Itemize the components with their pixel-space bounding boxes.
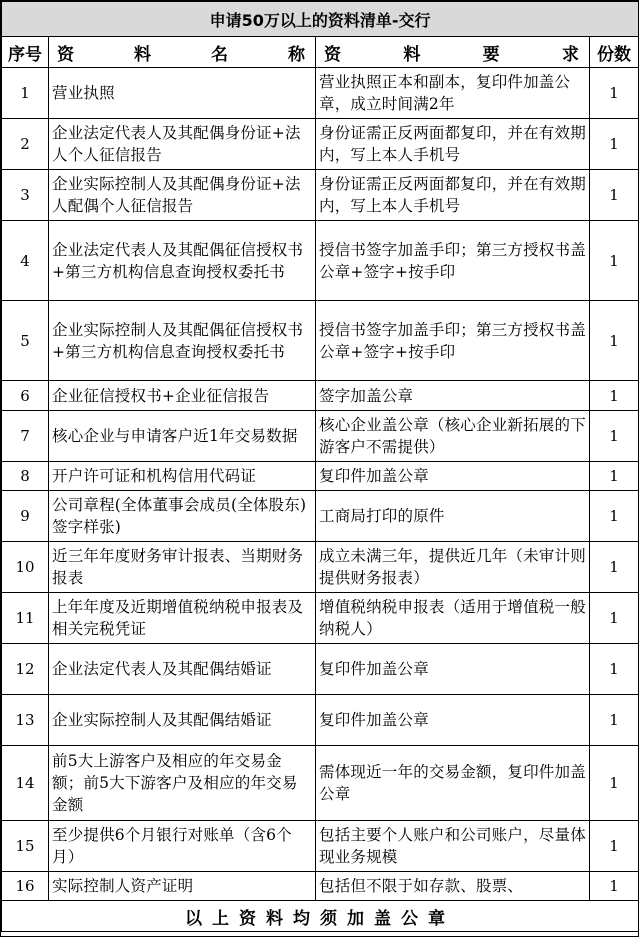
table-row [2, 821, 639, 872]
row-requirement: 包括主要个人账户和公司账户，尽量体现业务规模 [316, 821, 590, 872]
row-number: 8 [2, 462, 49, 491]
row-number: 6 [2, 381, 49, 411]
row-copies: 1 [590, 221, 639, 301]
row-requirement: 营业执照正本和副本，复印件加盖公章，成立时间满2年 [316, 68, 590, 119]
row-copies: 1 [590, 593, 639, 644]
row-copies: 1 [590, 170, 639, 221]
row-requirement: 复印件加盖公章 [316, 644, 590, 695]
row-item-name: 企业法定代表人及其配偶征信授权书+第三方机构信息查询授权委托书 [49, 221, 316, 301]
footer-row [2, 901, 639, 932]
row-number: 14 [2, 746, 49, 821]
row-requirement: 授信书签字加盖手印；第三方授权书盖公章+签字+按手印 [316, 301, 590, 381]
row-requirement: 签字加盖公章 [316, 381, 590, 411]
row-requirement: 复印件加盖公章 [316, 462, 590, 491]
row-number: 3 [2, 170, 49, 221]
row-item-name: 开户许可证和机构信用代码证 [49, 462, 316, 491]
row-number: 9 [2, 491, 49, 542]
row-item-name: 企业实际控制人及其配偶结婚证 [49, 695, 316, 746]
table-row [2, 462, 639, 491]
row-copies: 1 [590, 821, 639, 872]
header-no: 序号 [2, 37, 49, 68]
row-requirement: 需体现近一年的交易金额，复印件加盖公章 [316, 746, 590, 821]
row-number: 7 [2, 411, 49, 462]
row-copies: 1 [590, 695, 639, 746]
row-copies: 1 [590, 301, 639, 381]
table-row [2, 301, 639, 381]
header-requirement: 资 料 要 求 [316, 37, 590, 68]
row-requirement: 成立未满三年，提供近几年（未审计则提供财务报表） [316, 542, 590, 593]
table-row [2, 119, 639, 170]
row-copies: 1 [590, 644, 639, 695]
row-requirement: 复印件加盖公章 [316, 695, 590, 746]
table-row [2, 872, 639, 901]
row-item-name: 至少提供6个月银行对账单（含6个月） [49, 821, 316, 872]
table-row [2, 411, 639, 462]
header-copies: 份数 [590, 37, 639, 68]
table-row [2, 491, 639, 542]
row-item-name: 近三年年度财务审计报表、当期财务报表 [49, 542, 316, 593]
document-title: 申请50万以上的资料清单-交行 [2, 2, 639, 37]
table-row [2, 593, 639, 644]
row-copies: 1 [590, 491, 639, 542]
row-copies: 1 [590, 68, 639, 119]
row-requirement: 增值税纳税申报表（适用于增值税一般纳税人） [316, 593, 590, 644]
row-number: 12 [2, 644, 49, 695]
row-copies: 1 [590, 746, 639, 821]
row-item-name: 公司章程(全体董事会成员(全体股东)签字样张) [49, 491, 316, 542]
table-row [2, 542, 639, 593]
row-item-name: 前5大上游客户及相应的年交易金额；前5大下游客户及相应的年交易金额 [49, 746, 316, 821]
table-row [2, 68, 639, 119]
row-item-name: 企业法定代表人及其配偶结婚证 [49, 644, 316, 695]
table-row [2, 170, 639, 221]
row-copies: 1 [590, 872, 639, 901]
row-requirement: 包括但不限于如存款、股票、 [316, 872, 590, 901]
row-item-name: 企业征信授权书+企业征信报告 [49, 381, 316, 411]
row-copies: 1 [590, 542, 639, 593]
row-item-name: 营业执照 [49, 68, 316, 119]
row-requirement: 工商局打印的原件 [316, 491, 590, 542]
row-item-name: 企业实际控制人及其配偶征信授权书+第三方机构信息查询授权委托书 [49, 301, 316, 381]
row-copies: 1 [590, 119, 639, 170]
row-item-name: 核心企业与申请客户近1年交易数据 [49, 411, 316, 462]
table-row [2, 695, 639, 746]
row-item-name: 企业法定代表人及其配偶身份证+法人个人征信报告 [49, 119, 316, 170]
row-copies: 1 [590, 462, 639, 491]
row-number: 5 [2, 301, 49, 381]
row-copies: 1 [590, 381, 639, 411]
row-requirement: 身份证需正反两面都复印，并在有效期内，写上本人手机号 [316, 119, 590, 170]
row-number: 4 [2, 221, 49, 301]
row-number: 10 [2, 542, 49, 593]
table-row [2, 381, 639, 411]
table-row [2, 644, 639, 695]
row-item-name: 上年年度及近期增值税纳税申报表及相关完税凭证 [49, 593, 316, 644]
table-row [2, 746, 639, 821]
row-item-name: 实际控制人资产证明 [49, 872, 316, 901]
document-table [1, 1, 639, 932]
row-item-name: 企业实际控制人及其配偶身份证+法人配偶个人征信报告 [49, 170, 316, 221]
row-number: 1 [2, 68, 49, 119]
row-number: 15 [2, 821, 49, 872]
row-requirement: 核心企业盖公章（核心企业新拓展的下游客户不需提供） [316, 411, 590, 462]
row-number: 13 [2, 695, 49, 746]
row-number: 2 [2, 119, 49, 170]
footer-note: 以上资料均须加盖公章 [2, 901, 639, 932]
row-copies: 1 [590, 411, 639, 462]
row-requirement: 授信书签字加盖手印；第三方授权书盖公章+签字+按手印 [316, 221, 590, 301]
row-number: 11 [2, 593, 49, 644]
header-name: 资 料 名 称 [49, 37, 316, 68]
table-row [2, 221, 639, 301]
row-number: 16 [2, 872, 49, 901]
row-requirement: 身份证需正反两面都复印，并在有效期内，写上本人手机号 [316, 170, 590, 221]
